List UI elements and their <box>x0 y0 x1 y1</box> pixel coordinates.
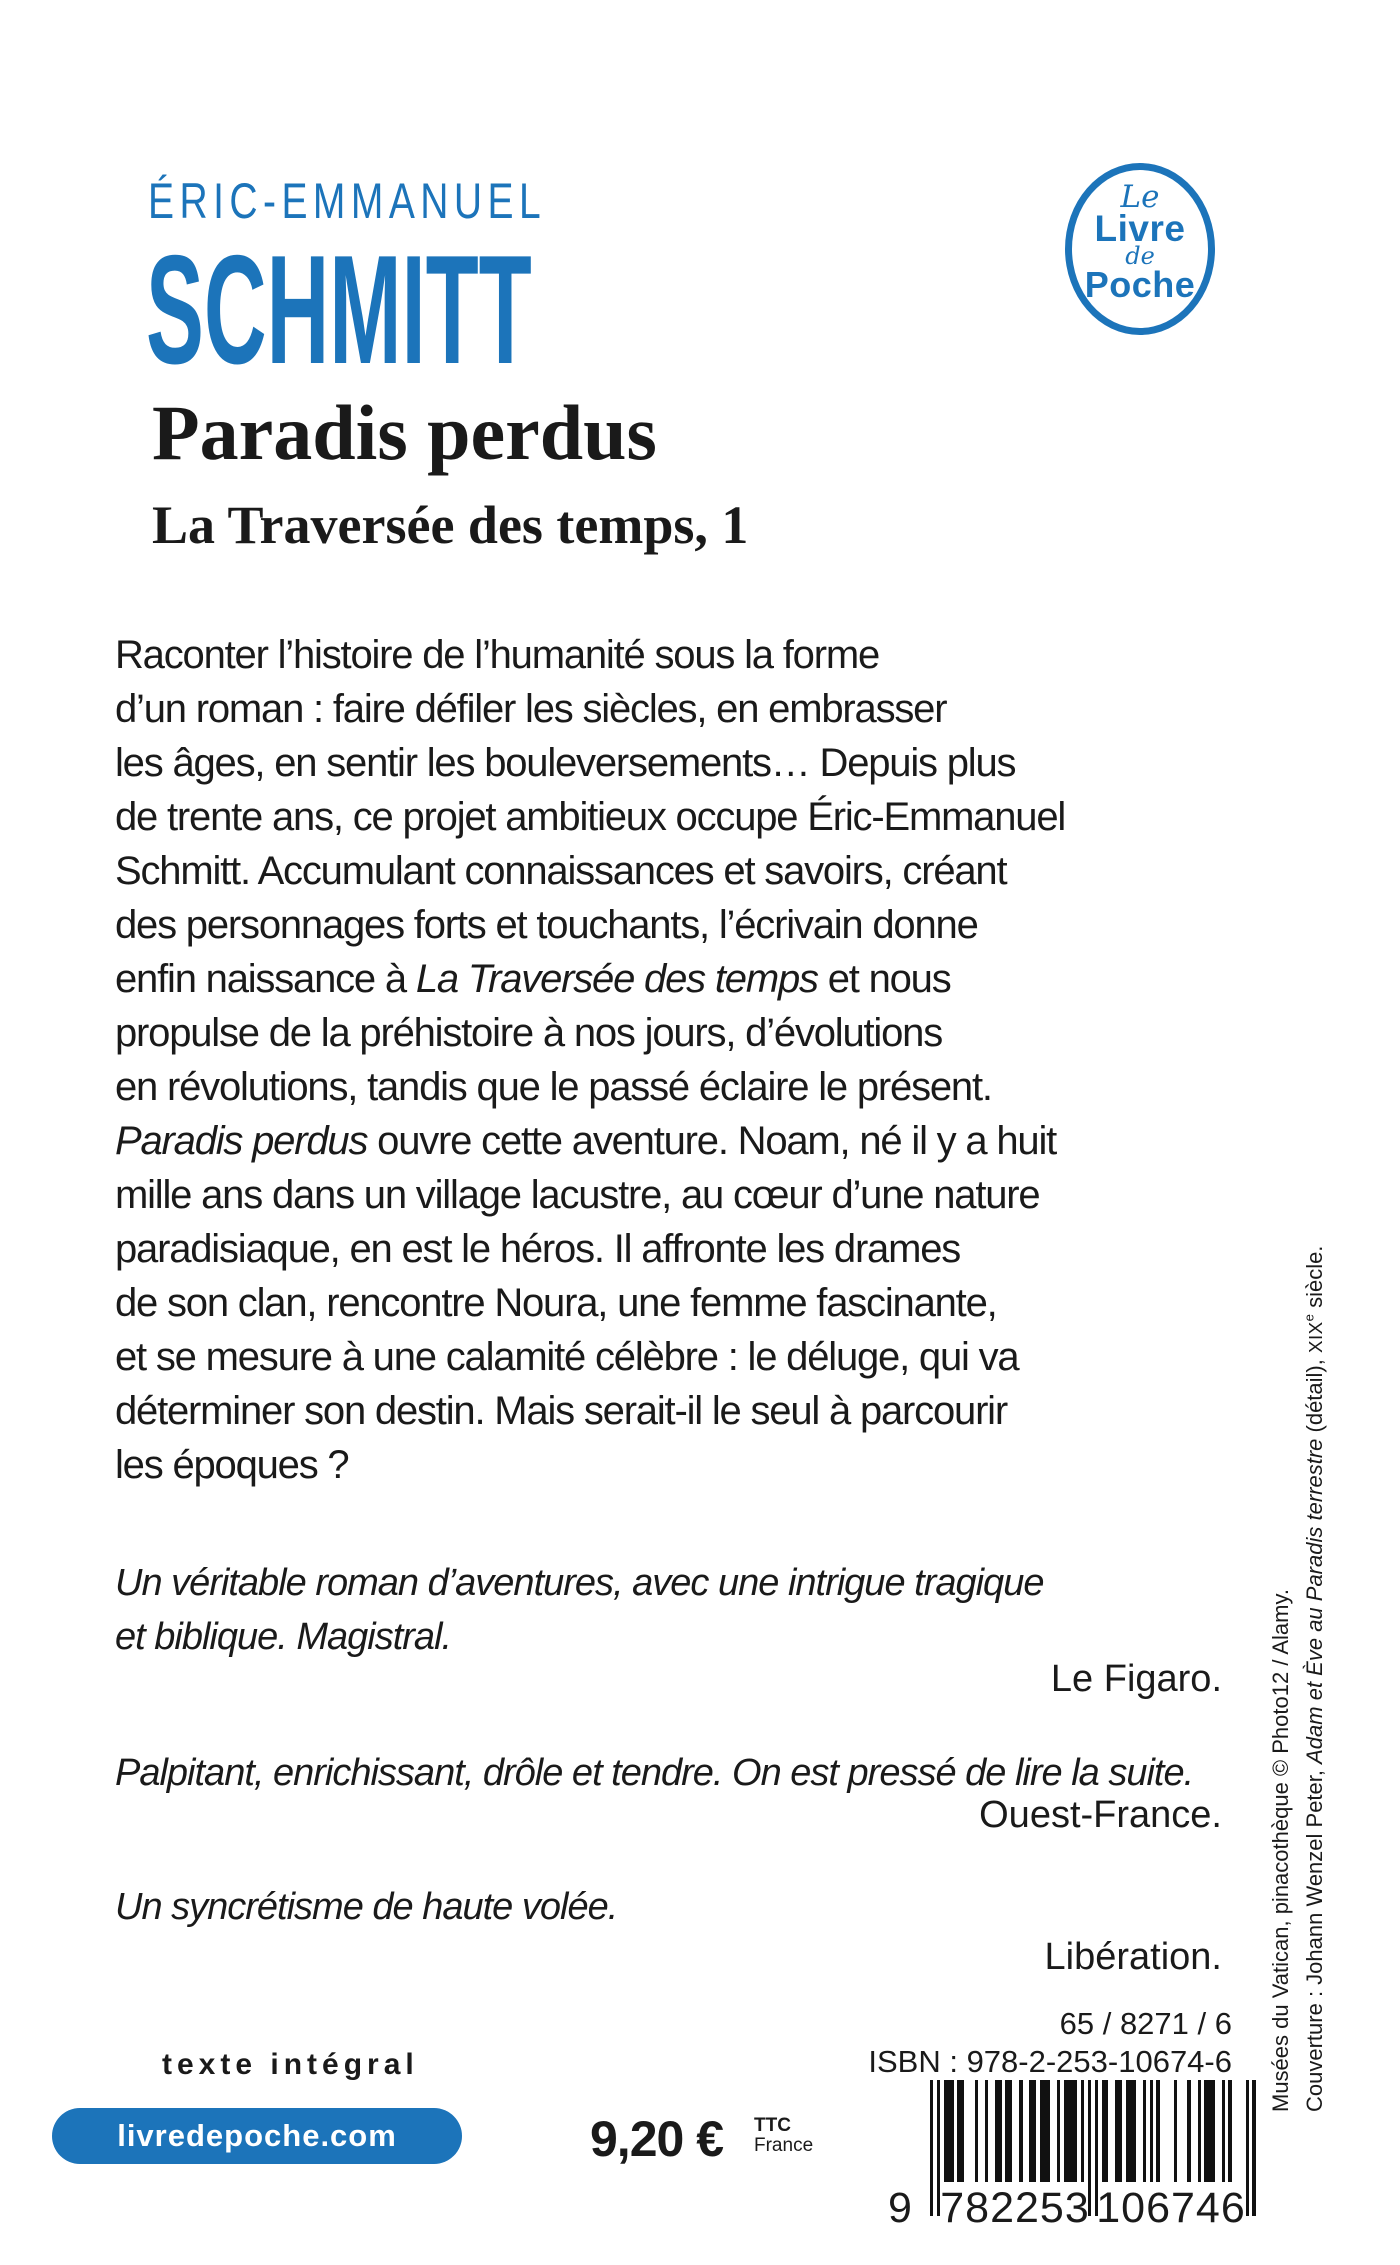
price: 9,20 € <box>590 2111 724 2167</box>
press-quote-liberation: Un syncrétisme de haute volée. <box>115 1886 618 1928</box>
website-url: livredepoche.com <box>117 2118 397 2153</box>
website-pill <box>52 2108 462 2164</box>
barcode-digits-left: 782253 <box>940 2184 1090 2232</box>
logo-word-de: de <box>1125 242 1155 270</box>
quote-source-ouest-france: Ouest-France. <box>979 1794 1222 1836</box>
texte-integral-label: texte intégral <box>162 2048 419 2081</box>
barcode-digit-lead: 9 <box>888 2184 913 2232</box>
synopsis-paragraph: Raconter l’histoire de l’humanité sous la forme d’un roman : faire défiler les siècles, en embrasser les âges, en sentir les bouleversements… Depuis plus de trente ans, ce projet ambitieux occupe Éric-Emmanuel Schmitt. Accumulant connaissances et savoirs, créant des personnages forts et touchants, l’écrivain donne enfin naissance à La Traversée des temps et nous propulse de la préhistoire à nos jours, d’évolutions en révolutions, tandis que le passé éclaire le présent. Paradis perdus ouvre cette aventure. Noam, né il y a huit mille ans dans un village lacustre, au cœur d’une nature paradisiaque, en est le héros. Il affronte les drames de son clan, rencontre Noura, une femme fascinante, et se mesure à une calamité célèbre : le déluge, qui va déterminer son destin. Mais serait-il le seul à parcourir les époques ? <box>115 633 1066 1487</box>
quote-source-liberation: Libération. <box>1044 1936 1222 1978</box>
price-tax-country: France <box>754 2135 814 2156</box>
cover-credit-line-1: Couverture : Johann Wenzel Peter, Adam et Ève au Paradis terrestre (détail), XIXe siècle. <box>1302 1245 1328 2112</box>
author-name-line1: ÉRIC-EMMANUEL <box>148 173 547 229</box>
book-title: Paradis perdus <box>152 389 657 476</box>
isbn: ISBN : 978-2-253-10674-6 <box>868 2044 1232 2079</box>
quote-source-le-figaro: Le Figaro. <box>1050 1658 1222 1700</box>
cover-credit-line-2: Musées du Vatican, pinacothèque © Photo12 / Alamy. <box>1268 1589 1293 2112</box>
publisher-logo <box>1065 163 1215 335</box>
logo-word-poche: Poche <box>1084 264 1196 305</box>
author-name-line2: SCHMITT <box>146 223 532 396</box>
catalog-number: 65 / 8271 / 6 <box>1059 2006 1232 2041</box>
logo-word-le: Le <box>1120 179 1160 215</box>
barcode-digits-right: 106746 <box>1096 2184 1246 2232</box>
price-tax-ttc: TTC <box>754 2115 791 2136</box>
press-quote-le-figaro: Un véritable roman d’aventures, avec une intrigue tragique et biblique. Magistral. <box>115 1562 1044 1658</box>
press-quote-ouest-france: Palpitant, enrichissant, drôle et tendre. On est pressé de lire la suite. <box>115 1752 1194 1794</box>
barcode <box>888 2080 1256 2240</box>
logo-word-livre: Livre <box>1094 208 1186 249</box>
series-subtitle: La Traversée des temps, 1 <box>152 495 749 555</box>
price-tax-note <box>754 2116 813 2156</box>
